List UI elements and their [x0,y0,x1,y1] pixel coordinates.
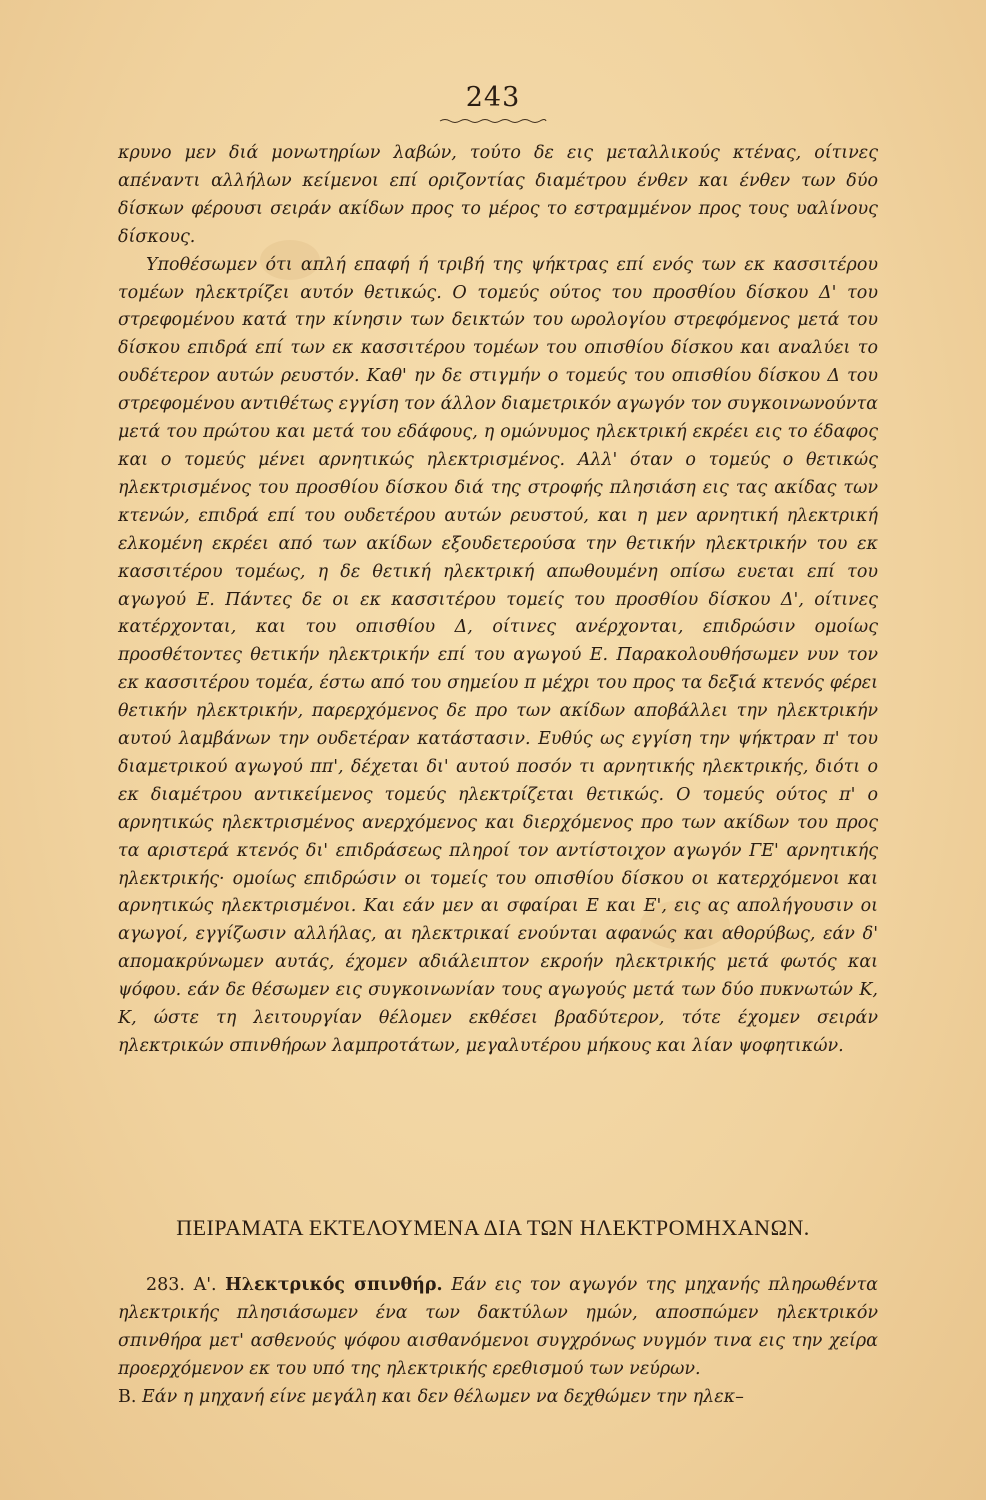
article-text-b: Εάν η μηχανή είνε μεγάλη και δεν θέλωμεν να δεχθώμεν την ηλεκ– [142,1386,744,1407]
page-number-ornament [438,118,548,124]
article-number: 283. [146,1275,185,1295]
article-title: Ηλεκτρικός σπινθήρ. [225,1275,443,1295]
paragraph-main: Υποθέσωμεν ότι απλή επαφή ή τριβή της ψήκτρας επί ενός των εκ κασσιτέρου τομέων ηλεκτρίζει αυτόν θετικώς. Ο τομεύς ούτος του προσθίου δίσκου Δ' του στρεφομένου κατά την κίνησιν των δεικτών του ωρολογίου στρεφόμενος μετά του δίσκου επιδρά επί των εκ κασσιτέρου τομέων του οπισθίου δίσκου και αναλύει το ουδέτερον αυτών ρευστόν. Καθ' ην δε στιγμήν ο τομεύς του οπισθίου δίσκου Δ του στρεφομένου αντιθέτως εγγίση τον άλλον διαμετρικόν αγωγόν τον συγκοινωνούντα μετά του πρώτου και μετά του εδάφους, η ομώνυμος ηλεκτρική εκρέει εις το έδαφος και ο τομεύς μένει αρνητικώς ηλεκτρισμένος. Αλλ' όταν ο τομεύς ο θετικώς ηλεκτρισμένος του προσθίου δίσκου διά της στροφής πλησιάση εις τας ακίδας των κτενών, επιδρά επί του ουδετέρου αυτών ρευστού, και η μεν αρνητική ηλεκτρική ελκομένη εκρέει από των ακίδων εξουδετερούσα την θετικήν ηλεκτρικήν του εκ κασσιτέρου τομέως, η δε θετική ηλεκτρική απωθουμένη οπίσω ευεται επί του αγωγού Ε. Πάντες δε οι εκ κασσιτέρου τομείς του προσθίου δίσκου Δ', οίτινες κατέρχονται, και του οπισθίου Δ, οίτινες ανέρχονται, επιδρώσιν ομοίως προσθέτοντες θετικήν ηλεκτρικήν επί του αγωγού Ε. Παρακολουθήσωμεν νυν τον εκ κασσιτέρου τομέα, έστω από του σημείου π μέχρι του προς τα δεξιά κτενός φέρει θετικήν ηλεκτρικήν, παρερχόμενος δε προ των ακίδων αποβάλλει την ηλεκτρικήν αυτού λαμβάνων την ουδετέραν κατάστασιν. Ευθύς ως εγγίση την ψήκτραν π' του διαμετρικού αγωγού ππ', δέχεται δι' αυτού ποσόν τι αρνητικής ηλεκτρικής, διότι ο εκ διαμέτρου αντικείμενος τομεύς ηλεκτρίζεται θετικώς. Ο τομεύς ούτος π' ο αρνητικώς ηλεκτρισμένος ανερχόμενος και διερχόμενος προ των ακίδων του προς τα αριστερά κτενός δι' επιδράσεως πληροί τον αντίστοιχον αγωγόν ΓΕ' αρνητικής ηλεκτρικής· ομοίως επιδρώσιν οι τομείς του οπισθίου δίσκου οι κατερχόμενοι και αρνητικώς ηλεκτρισμένοι. Και εάν μεν αι σφαίραι Ε και Ε', εις ας απολήγουσιν οι αγωγοί, εγγίζωσιν αλλήλας, αι ηλεκτρικαί ενούνται αφανώς και αθορύβως, εάν δ' απομακρύνωμεν αυτάς, έχομεν αδιάλειπτον εκροήν ηλεκτρικής μετά φωτός και ψόφου. εάν δε θέσωμεν εις συγκοινωνίαν τους αγωγούς μετά των δύο πυκνωτών Κ, Κ, ώστε τη λειτουργίαν θέλομεν εκθέσει βραδύτερον, τότε έχομεν σειράν ηλεκτρικών σπινθήρων λαμπροτάτων, μεγαλυτέρου μήκους και λίαν ψοφητικών. [118,254,878,1056]
article-text-a: Εάν εις τον αγωγόν της μηχανής πληρωθέντα ηλεκτρικής πλησιάσωμεν ένα των δακτύλων ημών, αποσπώμεν ηλεκτρικόν σπινθήρα μετ' ασθενούς ψόφου αισθανόμενοι συγχρόνως νυγμόν τινα εις την χείρα προερχόμενον εκ του υπό της ηλεκτρικής ερεθισμού των νεύρων. [118,1275,878,1379]
article-283-paragraph-a [118,1272,878,1384]
article-283 [118,1272,878,1412]
body-text [118,140,878,1061]
article-sub-b: Β. [118,1386,137,1407]
section-heading: ΠΕΙΡΑΜΑΤΑ ΕΚΤΕΛΟΥΜΕΝΑ ΔΙΑ ΤΩΝ ΗΛΕΚΤΡΟΜΗΧΑΝΩΝ. [176,1215,810,1240]
paragraph-continuation: κρυνο μεν διά μονωτηρίων λαβών, τούτο δε εις μεταλλικούς κτένας, οίτινες απέναντι αλλήλων κείμενοι επί οριζοντίας διαμέτρου ένθεν και ένθεν των δύο δίσκων φέρουσι σειράν ακίδων προς το μέρος το εστραμμένον προς τους υαλίνους δίσκους. [118,143,878,247]
page-number: 243 [465,82,521,113]
article-283-paragraph-b [118,1384,878,1412]
article-sub-a: Α'. [193,1275,217,1295]
